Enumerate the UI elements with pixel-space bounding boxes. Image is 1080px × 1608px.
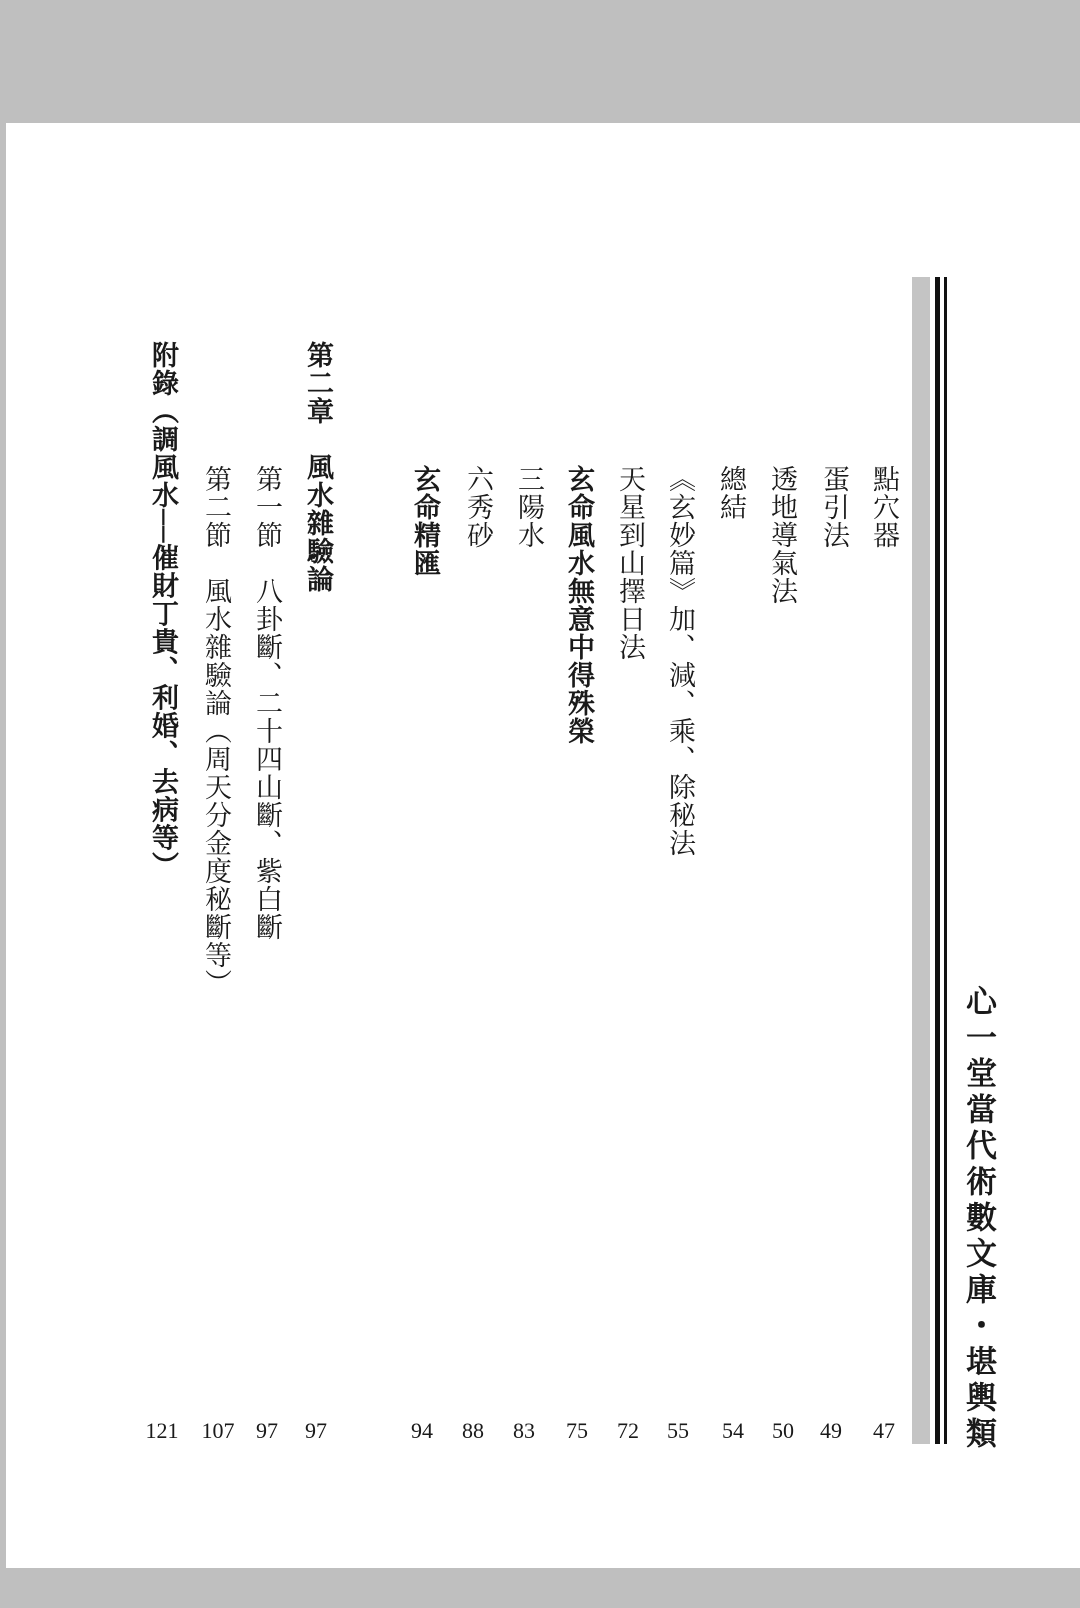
toc-entry-title: 《玄妙篇》加、減、乘、除秘法	[664, 465, 695, 857]
toc-entry-page: 75	[566, 1418, 588, 1443]
toc-entry-page: 97	[305, 1418, 327, 1443]
toc-entry-title: 天星到山擇日法	[614, 465, 645, 661]
header-rule-gray	[912, 277, 930, 1444]
toc-entry-page: 50	[772, 1418, 794, 1443]
toc-entry-title: 總結	[715, 465, 746, 521]
toc-entry-title: 透地導氣法	[766, 465, 797, 605]
toc-chapter-title: 第二章 風水雜驗論	[302, 341, 333, 593]
toc-entry-page: 55	[667, 1418, 689, 1443]
toc-appendix-title: 附錄（調風水──催財丁貴、利婚、去病等）	[147, 341, 178, 880]
toc-entry-page: 88	[462, 1418, 484, 1443]
toc-entry-title: 點穴器	[868, 465, 899, 549]
toc-entry-page: 49	[820, 1418, 842, 1443]
toc-entry-page: 97	[256, 1418, 278, 1443]
toc-entry-page: 94	[411, 1418, 433, 1443]
toc-entry-title: 六秀砂	[462, 465, 493, 549]
toc-entry-title: 玄命精匯	[409, 465, 440, 577]
series-title: 心一堂當代術數文庫・堪輿類	[960, 985, 996, 1453]
toc-entry-title: 第一節 八卦斷、二十四山斷、紫白斷	[251, 465, 282, 941]
header-rule-thick	[935, 277, 940, 1444]
toc-entry-title: 蛋引法	[818, 465, 849, 549]
toc-entry-page: 107	[201, 1418, 235, 1443]
toc-entry-page: 54	[722, 1418, 744, 1443]
toc-entry-page: 47	[873, 1418, 895, 1443]
toc-entry-title: 玄命風水無意中得殊榮	[563, 465, 594, 745]
toc-entry-page: 121	[145, 1418, 179, 1443]
toc-entry-page: 83	[513, 1418, 535, 1443]
header-rule-thin	[944, 277, 947, 1444]
toc-entry-page: 72	[617, 1418, 639, 1443]
toc-entry-title: 第二節 風水雜驗論（周天分金度秘斷等）	[200, 465, 231, 997]
toc-entry-title: 三陽水	[513, 465, 544, 549]
